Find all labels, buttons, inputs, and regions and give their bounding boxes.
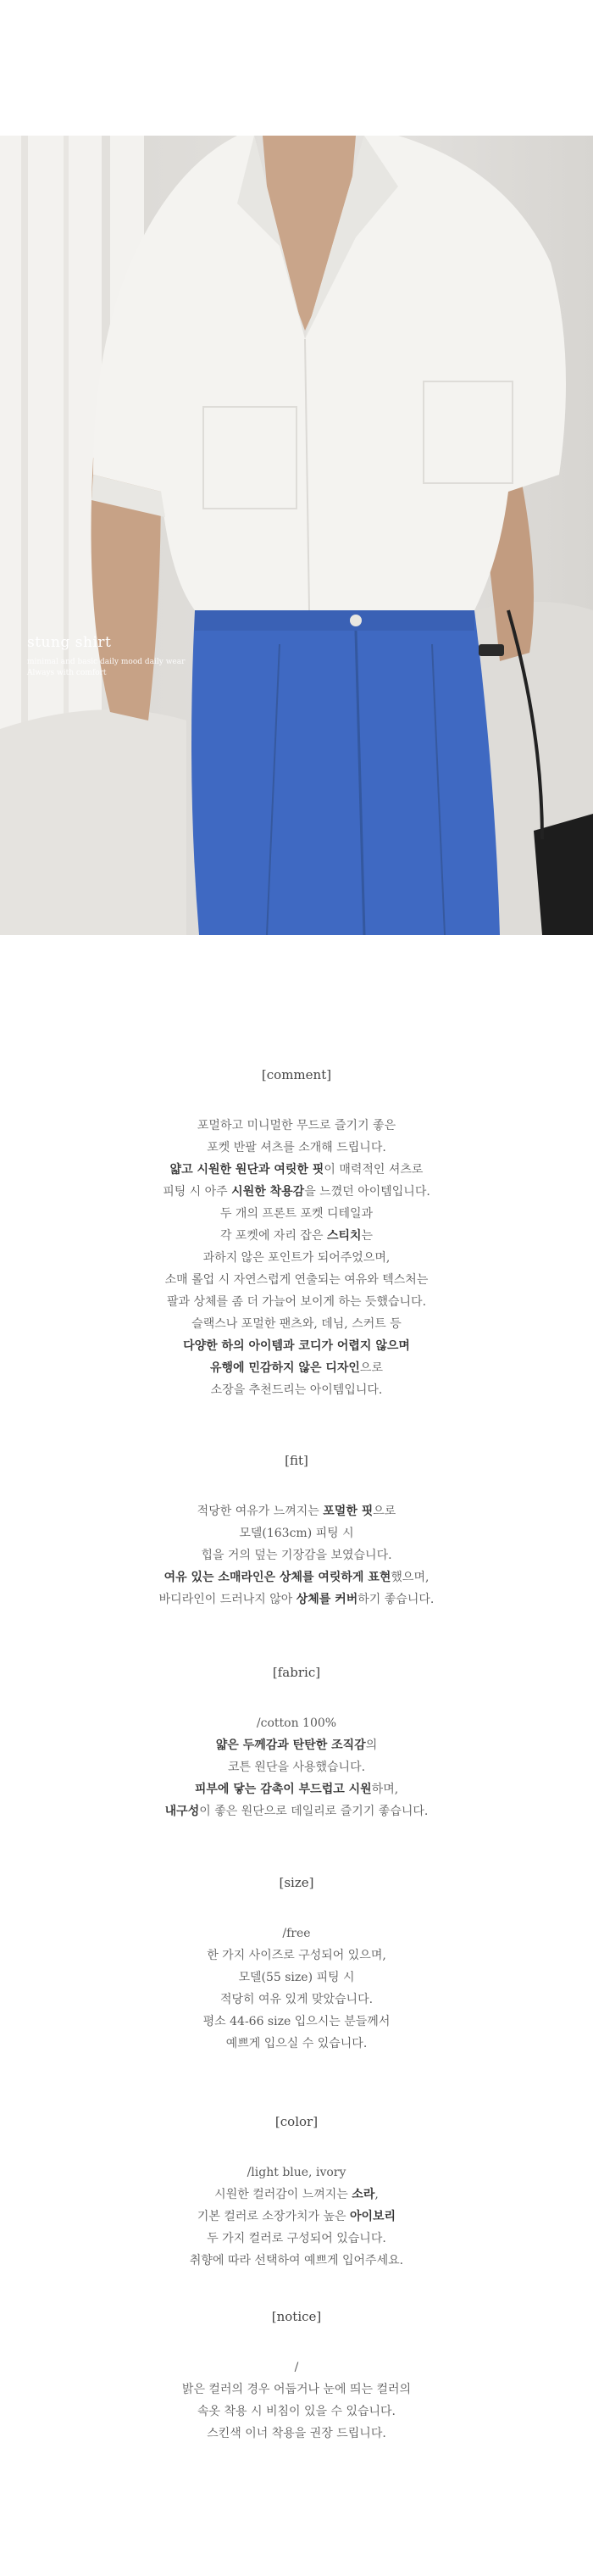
size-line-text: 적당히 여유 있게 맞았습니다.: [219, 1993, 374, 2006]
size-line-text: 모델(55 size) 피팅 시: [238, 1971, 355, 1984]
comment-line-text: 이 매력적인 셔츠로: [324, 1163, 424, 1177]
comment-line-emphasis: 스티치: [326, 1229, 362, 1243]
color-line: [0, 2162, 593, 2184]
fit-line: [0, 1500, 593, 1522]
fit-line: [0, 1566, 593, 1588]
fit-line-emphasis: 포멀한 핏: [323, 1505, 374, 1518]
size-line: [0, 1989, 593, 2011]
color-line: [0, 2184, 593, 2206]
fit-line-text: 바디라인이 드러나지 않아: [158, 1593, 296, 1606]
hero-illustration: [0, 136, 593, 935]
notice-heading: [notice]: [271, 2309, 322, 2324]
comment-line-text: 소장을 추천드리는 아이템입니다.: [210, 1383, 383, 1397]
fabric-line: [0, 1800, 593, 1822]
comment-line-text: 소매 롤업 시 자연스럽게 연출되는 여유와 텍스처는: [164, 1273, 429, 1287]
fabric-line-text: 이 좋은 원단으로 데일리로 즐기기 좋습니다.: [199, 1805, 429, 1818]
fit-line: [0, 1544, 593, 1566]
comment-line: [0, 1335, 593, 1357]
size-line: [0, 2011, 593, 2033]
comment-line: [0, 1291, 593, 1313]
color-line: [0, 2206, 593, 2228]
comment-line: [0, 1159, 593, 1181]
comment-line: [0, 1269, 593, 1291]
comment-line-text: 피팅 시 아주: [163, 1185, 232, 1199]
comment-heading: [comment]: [261, 1067, 332, 1082]
fabric-line-text: /cotton 100%: [256, 1716, 337, 1730]
size-line: [0, 1945, 593, 1967]
color-line-text: 시원한 컬러감이 느껴지는: [214, 2188, 352, 2201]
comment-line-text: 포멀하고 미니멀한 무드로 즐기기 좋은: [197, 1119, 396, 1132]
comment-line-text: 슬랙스나 포멀한 팬츠와, 데님, 스커트 등: [191, 1317, 402, 1331]
fabric-heading: [fabric]: [272, 1665, 321, 1680]
comment-line: [0, 1181, 593, 1203]
color-line-text: ,: [374, 2188, 379, 2201]
fabric-line-text: 하며,: [371, 1783, 399, 1796]
size-line: [0, 1967, 593, 1989]
comment-line: [0, 1247, 593, 1269]
comment-line: [0, 1115, 593, 1137]
size-heading: [size]: [279, 1875, 314, 1890]
fit-line-text: 힙을 거의 덮는 기장감을 보였습니다.: [201, 1549, 392, 1562]
size-lines: [0, 1922, 593, 2055]
fit-line-text: 으로: [373, 1505, 396, 1518]
color-line: [0, 2228, 593, 2250]
notice-line: [0, 2423, 593, 2445]
fabric-line-text: 코튼 원단을 사용했습니다.: [227, 1761, 366, 1774]
fabric-line-text: 의: [365, 1739, 378, 1752]
fabric-line: [0, 1712, 593, 1734]
notice-section: [0, 2306, 593, 2445]
color-line-text: 두 가지 컬러로 구성되어 있습니다.: [207, 2232, 386, 2245]
fit-lines: [0, 1500, 593, 1611]
notice-line-text: 스킨색 이너 착용을 권장 드립니다.: [207, 2427, 386, 2440]
comment-line: [0, 1379, 593, 1401]
color-line-emphasis: 소라: [352, 2188, 375, 2201]
hero-caption-line2: Always with comfort: [27, 669, 107, 677]
comment-line-text: 과하지 않은 포인트가 되어주었으며,: [202, 1251, 391, 1265]
comment-line-text: 팔과 상체를 좀 더 가늘어 보이게 하는 듯했습니다.: [166, 1295, 427, 1309]
hero-product-photo: [0, 136, 593, 935]
comment-section: [0, 1064, 593, 1401]
comment-line-emphasis: 유행에 민감하지 않은 디자인: [210, 1361, 360, 1375]
comment-line-emphasis: 얇고 시원한 원단과 여릿한 핏: [169, 1163, 324, 1177]
comment-line: [0, 1313, 593, 1335]
fabric-line: [0, 1756, 593, 1778]
fabric-line: [0, 1734, 593, 1756]
fabric-line-emphasis: 피부에 닿는 감촉이 부드럽고 시원: [194, 1783, 372, 1796]
size-line-text: /free: [282, 1927, 311, 1940]
size-section: [0, 1872, 593, 2055]
notice-line: [0, 2356, 593, 2378]
fit-line: [0, 1588, 593, 1611]
comment-line-text: 포켓 반팔 셔츠를 소개해 드립니다.: [207, 1141, 386, 1154]
fabric-lines: [0, 1712, 593, 1822]
color-line-emphasis: 아이보리: [349, 2210, 396, 2223]
fit-line: [0, 1522, 593, 1544]
fit-line-text: 모델(163cm) 피팅 시: [239, 1527, 354, 1540]
fit-line-text: 했으며,: [391, 1571, 430, 1584]
fit-section: [0, 1449, 593, 1611]
notice-line-text: 속옷 착용 시 비침이 있을 수 있습니다.: [197, 2405, 396, 2418]
comment-line-emphasis: 다양한 하의 아이템과 코디가 어렵지 않으며: [183, 1339, 410, 1353]
fit-line-emphasis: 상체를 커버: [296, 1593, 358, 1606]
notice-line: [0, 2378, 593, 2401]
fit-heading: [fit]: [285, 1453, 308, 1468]
color-section: [0, 2111, 593, 2272]
color-lines: [0, 2162, 593, 2272]
fabric-line-emphasis: 얇은 두께감과 탄탄한 조직감: [215, 1739, 366, 1752]
comment-line-text: 으로: [359, 1361, 383, 1375]
comment-lines: [0, 1115, 593, 1401]
pants-button: [350, 615, 362, 626]
comment-line-text: 을 느꼈던 아이템입니다.: [304, 1185, 430, 1199]
fit-line-text: 하기 좋습니다.: [357, 1593, 435, 1606]
pants: [191, 610, 500, 935]
color-line-text: 취향에 따라 선택하여 예쁘게 입어주세요.: [189, 2254, 404, 2267]
fit-line-emphasis: 여유 있는 소매라인은 상체를 여릿하게 표현: [163, 1571, 391, 1584]
notice-line: [0, 2401, 593, 2423]
comment-line: [0, 1203, 593, 1225]
color-heading: [color]: [274, 2114, 319, 2129]
color-line-text: 기본 컬러로 소장가치가 높은: [197, 2210, 350, 2223]
fabric-section: [0, 1661, 593, 1822]
hero-caption-title: stung shirt: [27, 634, 112, 651]
notice-line-text: 밝은 컬러의 경우 어둡거나 눈에 띄는 컬러의: [181, 2383, 412, 2396]
comment-line-emphasis: 시원한 착용감: [231, 1185, 305, 1199]
bed-sheet-left: [0, 709, 186, 935]
size-line-text: 한 가지 사이즈로 구성되어 있으며,: [207, 1949, 386, 1962]
notice-lines: [0, 2356, 593, 2445]
comment-line: [0, 1137, 593, 1159]
hero-caption-line1: minimal and basic daily mood daily wear: [27, 658, 186, 666]
size-line: [0, 1922, 593, 1945]
size-line: [0, 2033, 593, 2055]
notice-line-text: /: [294, 2361, 299, 2374]
comment-line-text: 두 개의 프론트 포켓 디테일과: [219, 1207, 374, 1221]
fabric-line-emphasis: 내구성: [164, 1805, 200, 1818]
comment-line: [0, 1357, 593, 1379]
comment-line-text: 는: [361, 1229, 374, 1243]
comment-line: [0, 1225, 593, 1247]
hero-caption: [27, 634, 185, 677]
wristwatch: [479, 644, 504, 656]
color-line-text: /light blue, ivory: [247, 2166, 346, 2179]
color-line: [0, 2250, 593, 2272]
comment-line-text: 각 포켓에 자리 잡은: [219, 1229, 327, 1243]
fabric-line: [0, 1778, 593, 1800]
size-line-text: 예쁘게 입으실 수 있습니다.: [225, 2037, 368, 2050]
size-line-text: 평소 44-66 size 입으시는 분들께서: [202, 2015, 391, 2028]
fit-line-text: 적당한 여유가 느껴지는: [197, 1505, 324, 1518]
